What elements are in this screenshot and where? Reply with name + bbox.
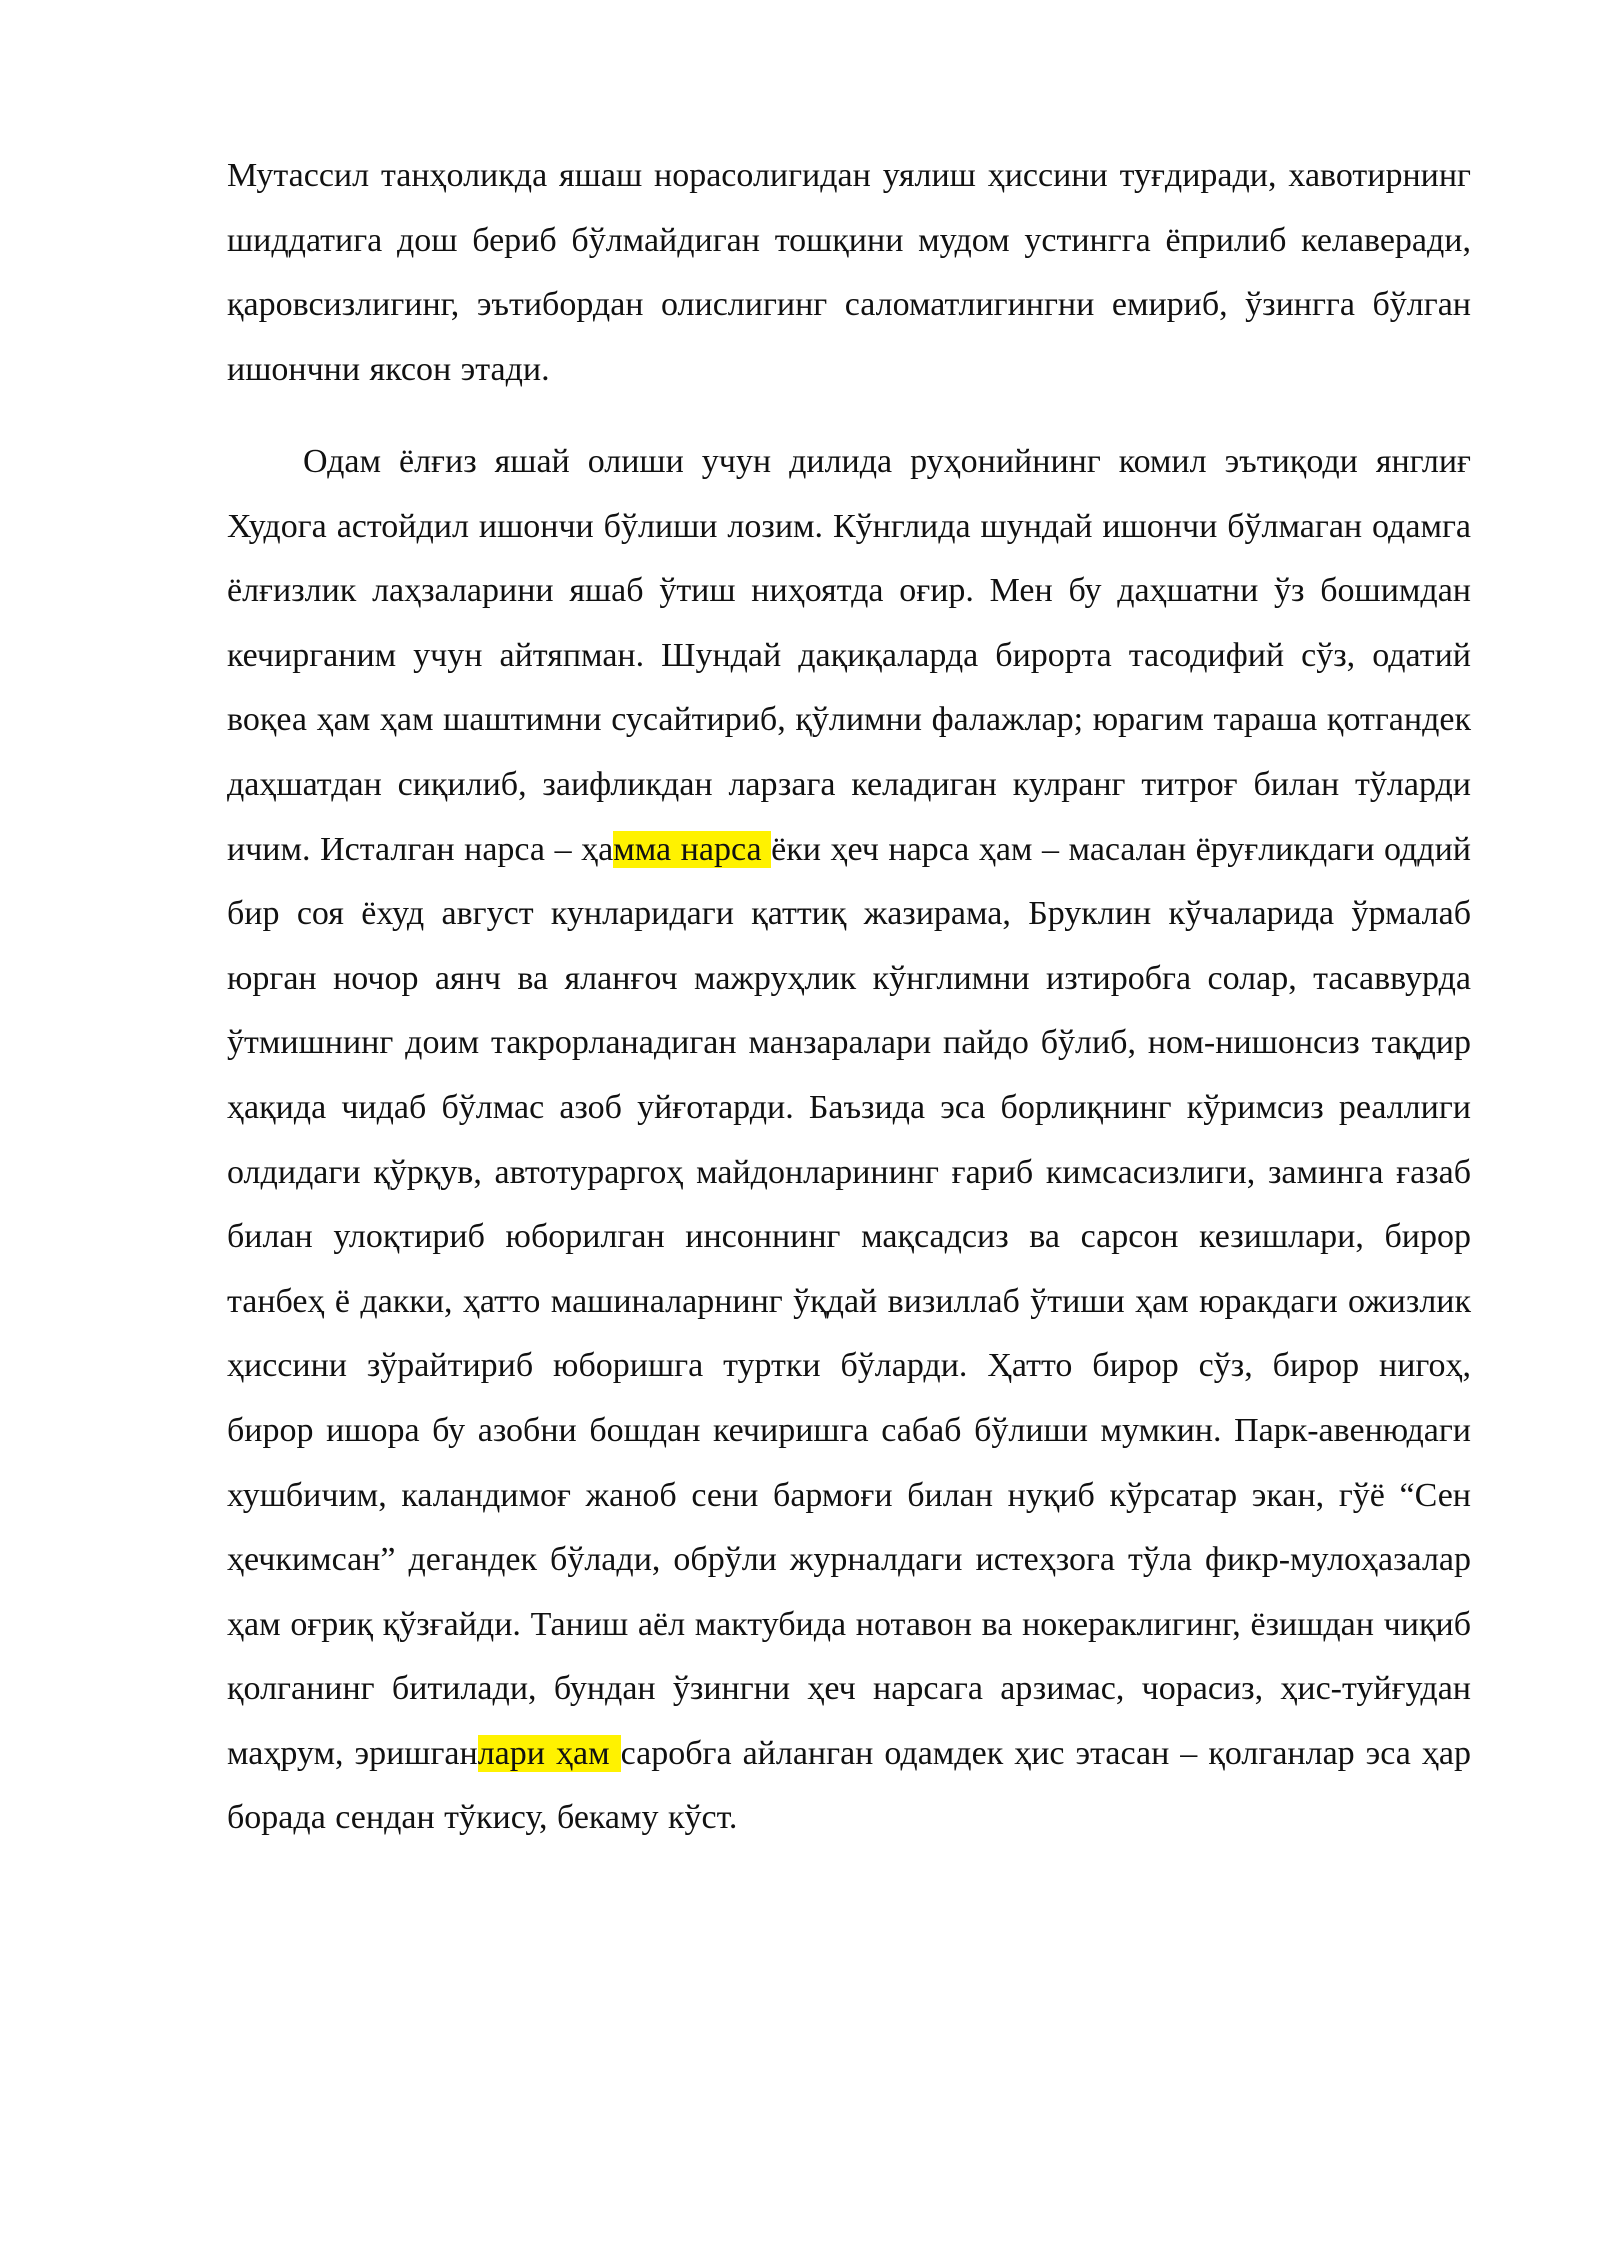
highlighted-text-2: лари ҳам: [477, 1734, 621, 1772]
paragraph-1: Мутассил танҳоликда яшаш норасолигидан уялиш ҳиссини туғдиради, хавотирнинг шиддатига дош бериб бўлмайдиган тошқини мудом устингга ёприлиб келаверади, қаровсизлигинг, эътибордан олислигинг саломатлигингни емириб, ўзингга бўлган ишончни яксон этади.: [227, 157, 1471, 388]
highlighted-text-1: мма нарса: [613, 830, 772, 868]
paragraph-2-text-2: ёки ҳеч нарса ҳам – масалан ёруғликдаги оддий бир соя ёхуд август кунларидаги қаттиқ жазирама, Бруклин кўчаларида ўрмалаб юрган ночор аянч ва яланғоч мажруҳлик кўнглимни изтиробга солар, тасаввурда ўтмишнинг доим такрорланадиган манзаралари пайдо бўлиб, ном-нишонсиз тақдир ҳақида чидаб бўлмас азоб уйғотарди. Баъзида эса борлиқнинг кўримсиз реаллиги олдидаги қўрқув, автотураргоҳ майдонларининг ғариб кимсасизлиги, заминга ғазаб билан улоқтириб юборилган инсоннинг мақсадсиз ва сарсон кезишлари, бирор танбеҳ ё дакки, ҳатто машиналарнинг ўқдай визиллаб ўтиши ҳам юракдаги ожизлик ҳиссини зўрайтириб юборишга туртки бўларди. Ҳатто бирор сўз, бирор нигоҳ, бирор ишора бу азобни бошдан кечиришга сабаб бўлиши мумкин. Парк-авенюдаги хушбичим, каландимоғ жаноб сени бармоғи билан нуқиб кўрсатар экан, гўё “Сен ҳечкимсан” дегандек бўлади, обрўли журналдаги истеҳзога тўла фикр-мулоҳазалар ҳам оғриқ қўзғайди. Таниш аёл мактубида нотавон ва нокераклигинг, ёзишдан чиқиб қолганинг битилади, бундан ўзингни ҳеч нарсага арзимас, чорасиз, ҳис-туйғудан маҳрум, эришган: [227, 830, 1471, 1772]
paragraph-2-text-3: саробга айланган одамдек ҳис этасан – қолганлар эса ҳар борада сендан тўкису, бекаму кўст.: [227, 1734, 1471, 1837]
paragraph-2-text-1: Одам ёлғиз яшай олиши учун дилида руҳонийнинг комил эътиқоди янглиғ Худога астойдил ишончи бўлиши лозим. Кўнглида шундай ишончи бўлмаган одамга ёлғизлик лаҳзаларини яшаб ўтиш ниҳоятда оғир. Мен бу даҳшатни ўз бошимдан кечирганим учун айтяпман. Шундай дақиқаларда бирорта тасодифий сўз, одатий воқеа ҳам ҳам шаштимни сусайтириб, қўлимни фалажлар; юрагим тараша қотгандек даҳшатдан сиқилиб, заифликдан ларзага келадиган кулранг титроғ билан тўларди ичим. Исталган нарса – ҳа: [227, 443, 1471, 868]
paragraph-2: [227, 430, 1471, 1851]
